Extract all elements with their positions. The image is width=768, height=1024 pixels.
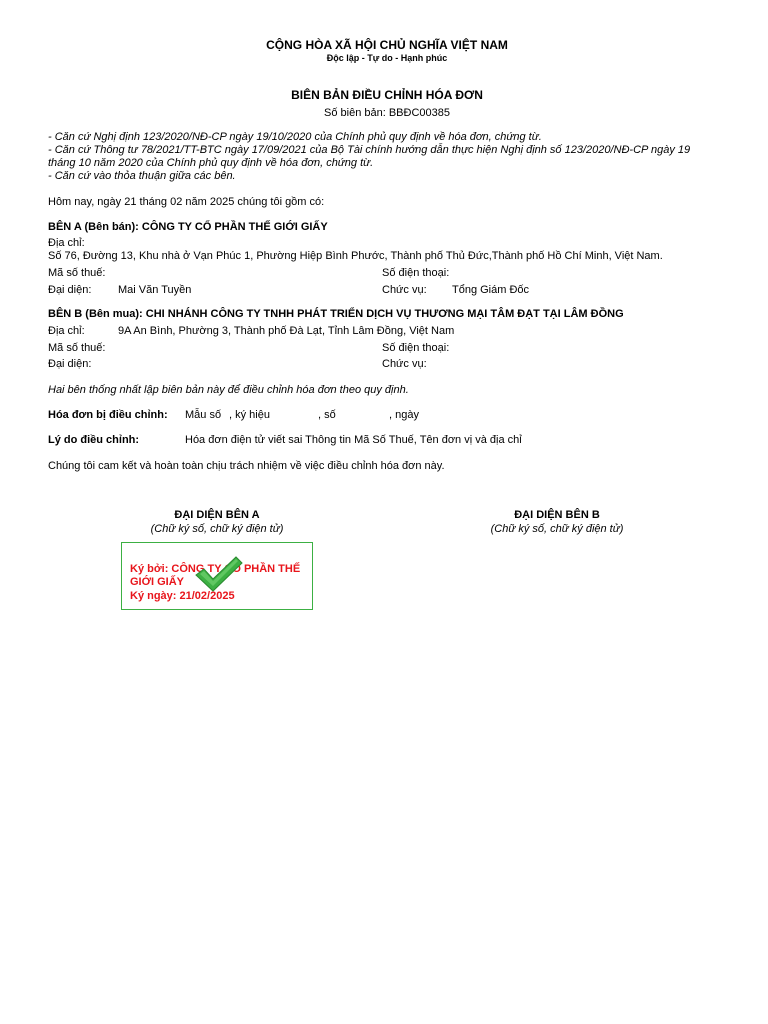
legal-basis-1: - Căn cứ Nghị định 123/2020/NĐ-CP ngày 19/10/2020 của Chính phủ quy định về hóa đơn, chứng từ. (48, 131, 542, 143)
checkmark-icon (194, 553, 244, 593)
invoice-template: Mẫu số (185, 409, 222, 421)
document-title: BIÊN BẢN ĐIỀU CHỈNH HÓA ĐƠN (291, 88, 483, 102)
party-a-address: Số 76, Đường 13, Khu nhà ở Vạn Phúc 1, Phường Hiệp Bình Phước, Thành phố Thủ Đức,Thành phố Hồ Chí Minh, Việt Nam. (48, 250, 663, 262)
party-b-address: 9A An Bình, Phường 3, Thành phố Đà Lạt, Tỉnh Lâm Đồng, Việt Nam (118, 325, 455, 337)
party-a-signature-note: (Chữ ký số, chữ ký điện tử) (150, 523, 284, 535)
invoice-number: , số (318, 409, 336, 421)
stamp-company-cont: GIỚI GIẤY (130, 576, 185, 588)
stamp-signed-date: Ký ngày: 21/02/2025 (130, 590, 235, 602)
digital-signature-stamp[interactable] (121, 542, 313, 610)
party-b-position-label: Chức vụ: (382, 358, 427, 370)
legal-basis-3: tháng 10 năm 2020 của Chính phủ quy định về hóa đơn, chứng từ. (48, 157, 374, 169)
party-a-address-label: Địa chỉ: (48, 237, 85, 249)
party-b-signature-title: ĐẠI DIỆN BÊN B (514, 509, 600, 521)
agreement-text: Hai bên thống nhất lập biên bản này để điều chỉnh hóa đơn theo quy định. (48, 384, 409, 396)
reason-label: Lý do điều chỉnh: (48, 434, 140, 446)
party-a-position-value: Tổng Giám Đốc (452, 284, 530, 296)
reason-value: Hóa đơn điện tử viết sai Thông tin Mã Số Thuế, Tên đơn vị và địa chỉ (185, 434, 522, 446)
party-a-rep-label: Đại diện: (48, 284, 92, 296)
motto: Độc lập - Tự do - Hạnh phúc (326, 53, 448, 63)
party-b-tax-label: Mã số thuế: (48, 342, 106, 354)
legal-basis-4: - Căn cứ vào thỏa thuận giữa các bên. (48, 170, 236, 182)
invoice-symbol: , ký hiệu (229, 409, 270, 421)
country-title: CỘNG HÒA XÃ HỘI CHỦ NGHĨA VIỆT NAM (266, 38, 508, 52)
party-a-phone-label: Số điện thoại: (382, 267, 450, 279)
invoice-label: Hóa đơn bị điều chỉnh: (48, 409, 168, 421)
party-b-signature-note: (Chữ ký số, chữ ký điện tử) (490, 523, 624, 535)
party-a-position-label: Chức vụ: (382, 284, 427, 296)
legal-basis-2: - Căn cứ Thông tư 78/2021/TT-BTC ngày 17/09/2021 của Bộ Tài chính hướng dẫn thực hiện Nghị định số 123/2020/NĐ-CP ngày 19 (48, 144, 691, 156)
party-a-signature-title: ĐẠI DIỆN BÊN A (174, 509, 260, 521)
party-a-heading: BÊN A (Bên bán): CÔNG TY CỔ PHẦN THẾ GIỚI GIẤY (48, 221, 328, 233)
party-b-rep-label: Đại diện: (48, 358, 92, 370)
record-number: Số biên bản: BBĐC00385 (324, 107, 450, 119)
party-a-tax-label: Mã số thuế: (48, 267, 106, 279)
stamp-signed-by: Ký bởi: CÔNG TY CỔ PHẦN THẾ (130, 563, 301, 575)
party-b-heading: BÊN B (Bên mua): CHI NHÁNH CÔNG TY TNHH PHÁT TRIỂN DỊCH VỤ THƯƠNG MẠI TÂM ĐẠT TẠI LÂM ĐỒNG (48, 308, 624, 320)
party-b-address-label: Địa chỉ: (48, 325, 85, 337)
party-b-phone-label: Số điện thoại: (382, 342, 450, 354)
commitment-text: Chúng tôi cam kết và hoàn toàn chịu trách nhiệm về việc điều chỉnh hóa đơn này. (48, 460, 445, 472)
invoice-date: , ngày (389, 409, 419, 421)
party-a-rep-value: Mai Văn Tuyền (118, 284, 192, 296)
intro-text: Hôm nay, ngày 21 tháng 02 năm 2025 chúng tôi gồm có: (48, 196, 325, 208)
